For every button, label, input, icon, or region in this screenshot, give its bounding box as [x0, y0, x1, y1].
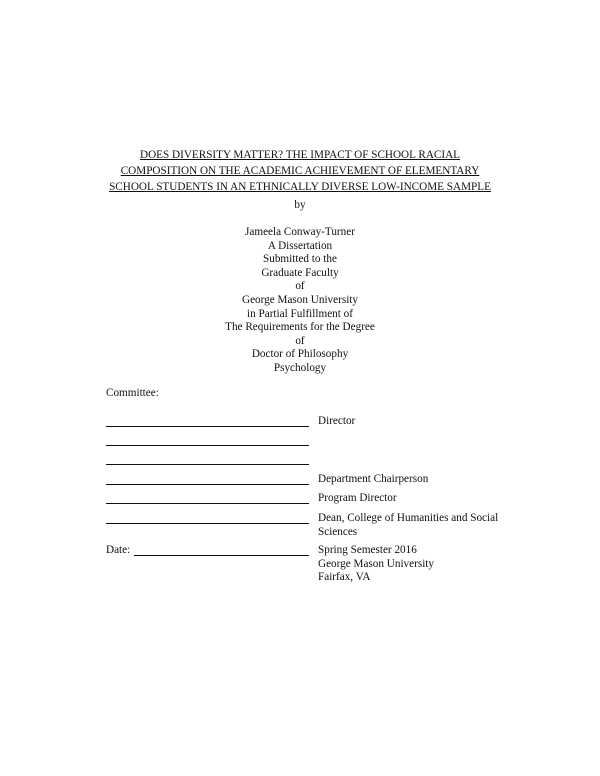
signature-role-director: Director [318, 415, 356, 427]
date-label: Date: [106, 544, 131, 556]
date-line [134, 555, 309, 556]
degree-name: Doctor of Philosophy [251, 348, 349, 361]
author-info [120, 226, 480, 376]
signature-line-member-1 [106, 445, 309, 446]
by-line: by [294, 199, 306, 211]
signature-line-chair [106, 484, 309, 485]
title-line-1: DOES DIVERSITY MATTER? THE IMPACT OF SCHOOL RACIAL [140, 149, 460, 161]
info-line: in Partial Fulfillment of [247, 307, 353, 320]
signature-line-member-2 [106, 464, 309, 465]
semester: Spring Semester 2016 [318, 544, 417, 556]
info-line: Graduate Faculty [261, 266, 339, 279]
university-name: George Mason University [242, 293, 358, 306]
committee-label: Committee: [106, 387, 159, 399]
title-line-3: SCHOOL STUDENTS IN AN ETHNICALLY DIVERSE LOW-INCOME SAMPLE [109, 181, 491, 193]
info-line: of [295, 334, 305, 347]
signature-line-director [106, 426, 309, 427]
title-line-2: COMPOSITION ON THE ACADEMIC ACHIEVEMENT OF ELEMENTARY [120, 165, 480, 177]
signature-role-dean: Dean, College of Humanities and Social [318, 512, 499, 524]
info-line: of [295, 280, 305, 293]
university-name-footer: George Mason University [318, 557, 434, 570]
date-info [318, 544, 434, 585]
field-name: Psychology [273, 361, 327, 374]
info-line: Submitted to the [263, 253, 337, 266]
signature-role-dean-cont: Sciences [318, 526, 358, 538]
location: Fairfax, VA [318, 571, 371, 584]
dissertation-title [60, 147, 540, 195]
signature-role-chair: Department Chairperson [318, 473, 429, 485]
info-line: A Dissertation [267, 239, 333, 252]
author-name: Jameela Conway-Turner [245, 226, 355, 238]
signature-role-program-director: Program Director [318, 492, 397, 504]
signature-line-dean [106, 523, 309, 524]
info-line: The Requirements for the Degree [225, 321, 375, 334]
signature-line-program-director [106, 503, 309, 504]
